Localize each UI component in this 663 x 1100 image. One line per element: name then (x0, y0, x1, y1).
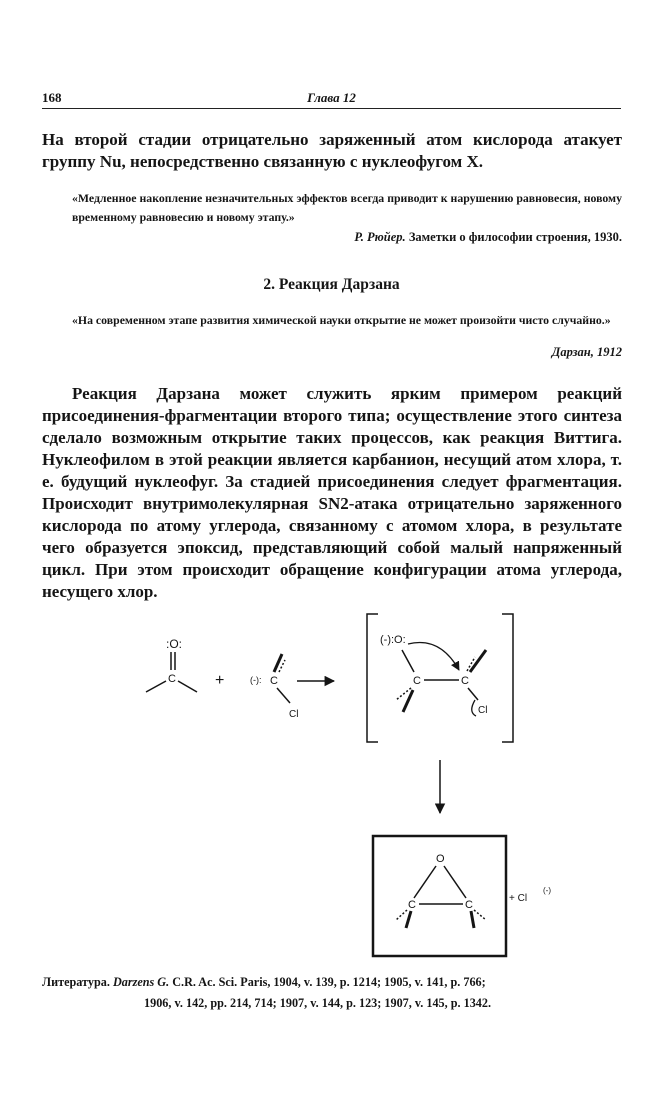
epigraph-work: Заметки о философии строения, 1930. (408, 230, 622, 244)
carbonyl-oxygen-label: :O: (166, 637, 183, 651)
o-c-bond (402, 650, 414, 672)
plus-sign: + (215, 672, 225, 689)
left-bracket (367, 614, 378, 742)
c-cl-bond (468, 688, 478, 700)
epoxide-left-hashed-bond (396, 910, 407, 920)
epigraph-quote-2: «На современном этапе развития химической науки открытие не может произойти чисто случайно.» (72, 313, 611, 327)
intermediate-chlorine-label: Cl (478, 705, 488, 716)
references-label: Литература. (42, 975, 110, 989)
right-wedge-bond (470, 650, 486, 672)
section-heading: 2. Реакция Дарзана (263, 276, 400, 293)
darzens-reaction-scheme (0, 600, 663, 970)
intermediate-oxygen-label: (-):O: (380, 634, 406, 646)
leaving-group-arrow (472, 700, 476, 716)
carbonyl-left-bond (146, 681, 166, 692)
epigraph-quote: «Медленное накопление незначительных эффектов всегда приводит к нарушению равновесия, новому временному равновесию и новому этапу.» (72, 191, 622, 224)
intermediate-carbon-left-label: C (413, 675, 421, 687)
chapter-title: Глава 12 (307, 90, 356, 105)
epoxide-bond-right (444, 866, 466, 898)
carbonyl-reactant (146, 637, 197, 692)
carbanion-charge-label: (-): (250, 675, 262, 685)
epoxide-product (373, 836, 551, 956)
epoxide-bond-left (414, 866, 436, 898)
epoxide-oxygen-label: O (436, 853, 445, 865)
chloride-product-label: + Cl (509, 893, 528, 904)
epoxide-carbon-right-label: C (465, 899, 473, 911)
intermediate-carbon-right-label: C (461, 675, 469, 687)
epoxide-right-wedge-bond (471, 911, 474, 928)
carbanion-chlorine-label: Cl (289, 709, 299, 720)
epoxide-right-hashed-bond (474, 910, 486, 920)
epoxide-carbon-left-label: C (408, 899, 416, 911)
chloride-charge-label: (-) (543, 886, 551, 895)
carbonyl-carbon-label: C (168, 673, 176, 685)
reference-line2: 1906, v. 142, pp. 214, 714; 1907, v. 144, p. 123; 1907, v. 145, p. 1342. (144, 996, 492, 1010)
right-bracket (502, 614, 513, 742)
epigraph-source (354, 230, 622, 245)
attack-arrow (408, 642, 459, 670)
intermediate-bracket (367, 614, 513, 742)
carbanion-wedge-bond (274, 654, 282, 672)
carbanion-reactant (250, 654, 298, 720)
carbanion-cl-bond (277, 688, 290, 703)
epigraph-author: Р. Рюйер. (354, 230, 406, 244)
body-paragraph: Реакция Дарзана может служить ярким примером реакций присоединения-фрагментации второго типа; осуществление этого синтеза сделало возможным открытие таких процессов, как реакция Виттига. Нуклеофилом в этой реакции является карбанион, несущий атом хлора, т. е. будущий нуклеофуг. За стадией присоединения следует фрагментация. Происходит внутримолекулярная SN2-атака отрицательно заряженного кислорода по атому углерода, связанному с атомом хлора, в результате чего образуется эпоксид, представляющий собой малый напряженный цикл. При этом происходит обращение конфигурации атома углерода, несущего хлор. (42, 384, 622, 601)
carbonyl-right-bond (178, 681, 197, 692)
carbanion-carbon-label: C (270, 675, 278, 687)
references (42, 972, 632, 1014)
reference-line1: C.R. Ac. Sci. Paris, 1904, v. 139, p. 1214; 1905, v. 141, p. 766; (172, 975, 486, 989)
epoxide-left-wedge-bond (406, 911, 411, 928)
page-number: 168 (42, 90, 62, 105)
running-head (42, 90, 621, 109)
reference-author: Darzens G. (112, 975, 170, 989)
epigraph-author-2: Дарзан, 1912 (551, 345, 622, 359)
intro-paragraph: На второй стадии отрицательно заряженный атом кислорода атакует группу Nu, непосредственно связанную с нуклеофугом X. (42, 130, 622, 171)
